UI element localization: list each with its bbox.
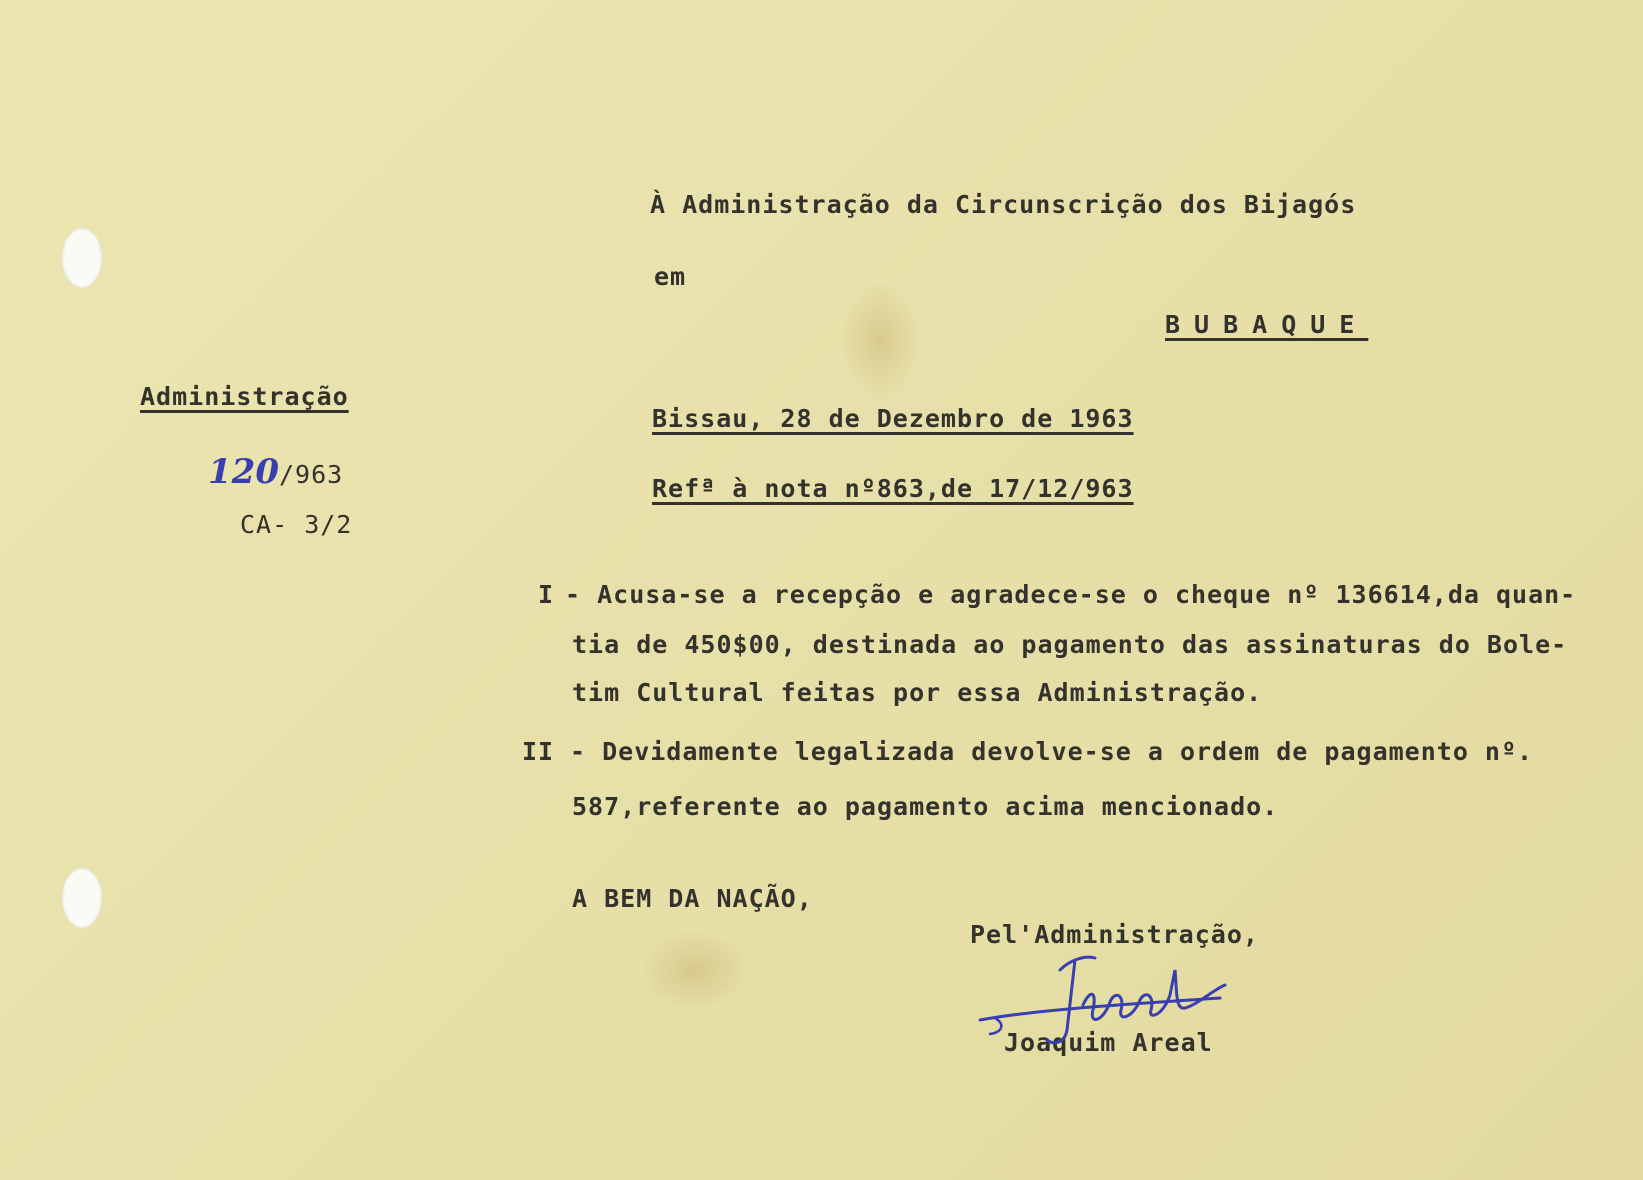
date-line: Bissau, 28 de Dezembro de 1963 bbox=[652, 404, 1134, 433]
item-one-line: tim Cultural feitas por essa Administração. bbox=[572, 678, 1263, 707]
item-two-numeral: II bbox=[522, 737, 555, 766]
signatory-name: Joaquim Areal bbox=[1004, 1028, 1213, 1057]
item-one-line: tia de 450$00, destinada ao pagamento das assinaturas do Bole- bbox=[572, 630, 1568, 659]
punch-hole-top bbox=[62, 228, 102, 288]
closing-salutation: A BEM DA NAÇÃO, bbox=[572, 884, 813, 913]
em-label: em bbox=[654, 262, 687, 291]
reference-number bbox=[208, 452, 343, 492]
on-behalf-line: Pel'Administração, bbox=[970, 920, 1259, 949]
reference-code: CA- 3/2 bbox=[240, 510, 353, 539]
punch-hole-bottom bbox=[62, 868, 102, 928]
handwritten-signature bbox=[975, 950, 1275, 1060]
addressee-line: À Administração da Circunscrição dos Bijagós bbox=[650, 190, 1357, 219]
reference-year: /963 bbox=[278, 460, 344, 489]
department-label: Administração bbox=[140, 382, 349, 411]
destination-city: BUBAQUE bbox=[1165, 310, 1369, 339]
item-two-line: - Devidamente legalizada devolve-se a ordem de pagamento nº. bbox=[570, 737, 1534, 766]
paper-stain bbox=[640, 930, 750, 1010]
item-two-line: 587,referente ao pagamento acima mencionado. bbox=[572, 792, 1279, 821]
handwritten-number: 120 bbox=[208, 452, 279, 492]
reference-line: Refª à nota nº863,de 17/12/963 bbox=[652, 474, 1134, 503]
item-one-numeral: I bbox=[538, 580, 555, 609]
item-one-line: - Acusa-se a recepção e agradece-se o cheque nº 136614,da quan- bbox=[565, 580, 1577, 609]
paper-stain bbox=[840, 280, 920, 400]
